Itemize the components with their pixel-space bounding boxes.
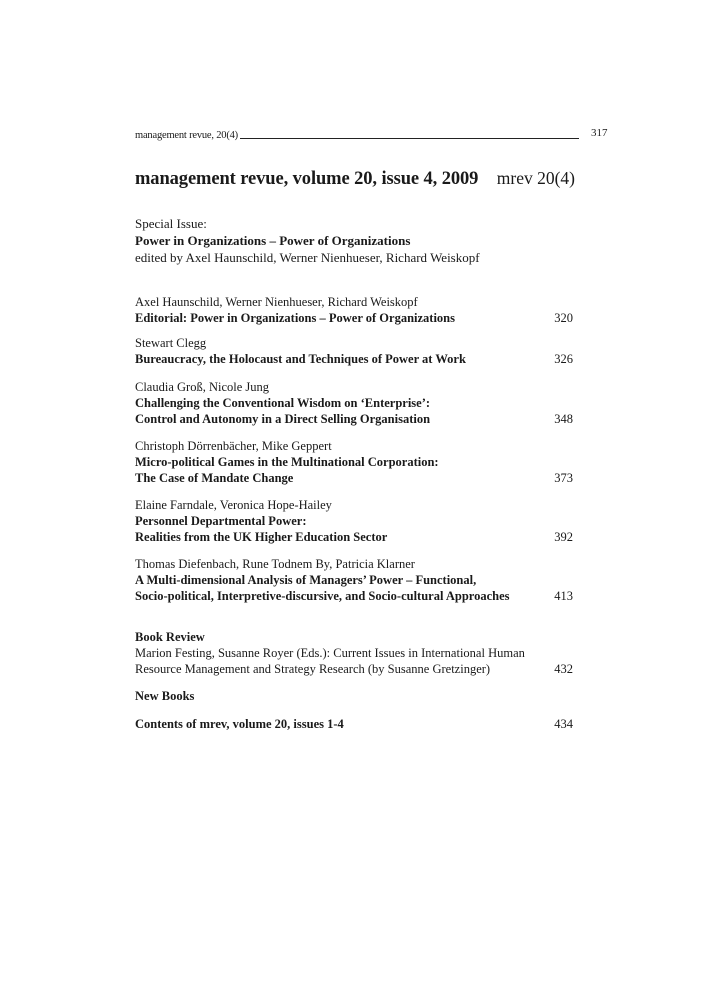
running-head-journal: management revue, 20(4) xyxy=(135,130,238,141)
entry-page: 373 xyxy=(554,471,573,485)
masthead xyxy=(135,168,575,190)
entry-page: 326 xyxy=(554,352,573,366)
book-review-line[interactable]: Marion Festing, Susanne Royer (Eds.): Current Issues in International Human xyxy=(135,646,525,660)
running-head-rule xyxy=(240,138,579,139)
toc-entry[interactable] xyxy=(135,556,573,604)
entry-authors: Christoph Dörrenbächer, Mike Geppert xyxy=(135,439,332,453)
contents-page: 434 xyxy=(554,717,573,731)
entry-authors: Claudia Groß, Nicole Jung xyxy=(135,380,270,394)
entry-authors: Stewart Clegg xyxy=(135,336,207,350)
entry-title-line[interactable]: Challenging the Conventional Wisdom on ‘Enterprise’: xyxy=(135,396,431,410)
special-issue-label: Special Issue: xyxy=(135,216,207,231)
toc-entry[interactable] xyxy=(135,497,573,545)
toc-entry[interactable] xyxy=(135,335,573,367)
contents-entry[interactable] xyxy=(135,716,573,732)
special-issue-title: Power in Organizations – Power of Organizations xyxy=(135,233,411,248)
entry-title-line[interactable]: Realities from the UK Higher Education Sector xyxy=(135,530,388,544)
entry-page: 413 xyxy=(554,589,573,603)
entry-authors: Elaine Farndale, Veronica Hope-Hailey xyxy=(135,498,332,512)
book-review-heading: Book Review xyxy=(135,630,205,644)
entry-title[interactable]: Bureaucracy, the Holocaust and Techniques of Power at Work xyxy=(135,352,466,366)
book-review-line[interactable]: Resource Management and Strategy Research (by Susanne Gretzinger) xyxy=(135,662,491,676)
entry-title-line[interactable]: Socio-political, Interpretive-discursive, and Socio-cultural Approaches xyxy=(135,589,510,603)
entry-title-line[interactable]: A Multi-dimensional Analysis of Managers’ Power – Functional, xyxy=(135,573,477,587)
book-review-section xyxy=(135,629,573,677)
masthead-abbreviation: mrev 20(4) xyxy=(496,168,575,188)
new-books-heading[interactable]: New Books xyxy=(135,689,195,703)
entry-authors: Axel Haunschild, Werner Nienhueser, Richard Weiskopf xyxy=(135,295,418,309)
entry-page: 348 xyxy=(554,412,573,426)
entry-page: 392 xyxy=(554,530,573,544)
entry-title-line[interactable]: The Case of Mandate Change xyxy=(135,471,294,485)
toc-entry[interactable] xyxy=(135,294,573,326)
page-number: 317 xyxy=(591,127,608,139)
entry-title[interactable]: Editorial: Power in Organizations – Power of Organizations xyxy=(135,311,456,325)
entry-title-line[interactable]: Personnel Departmental Power: xyxy=(135,514,307,528)
entry-title-line[interactable]: Micro-political Games in the Multinational Corporation: xyxy=(135,455,439,469)
toc-entry[interactable] xyxy=(135,379,573,427)
entry-title-line[interactable]: Control and Autonomy in a Direct Selling Organisation xyxy=(135,412,431,426)
running-head xyxy=(135,127,579,141)
contents-title[interactable]: Contents of mrev, volume 20, issues 1-4 xyxy=(135,717,344,731)
book-review-page: 432 xyxy=(554,662,573,676)
entry-authors: Thomas Diefenbach, Rune Todnem By, Patricia Klarner xyxy=(135,557,415,571)
special-issue-block xyxy=(135,215,480,266)
entry-page: 320 xyxy=(554,311,573,325)
masthead-title: management revue, volume 20, issue 4, 2009 xyxy=(135,169,479,189)
new-books-section xyxy=(135,688,573,704)
special-issue-editors: edited by Axel Haunschild, Werner Nienhueser, Richard Weiskopf xyxy=(135,250,480,265)
toc-entry[interactable] xyxy=(135,438,573,486)
